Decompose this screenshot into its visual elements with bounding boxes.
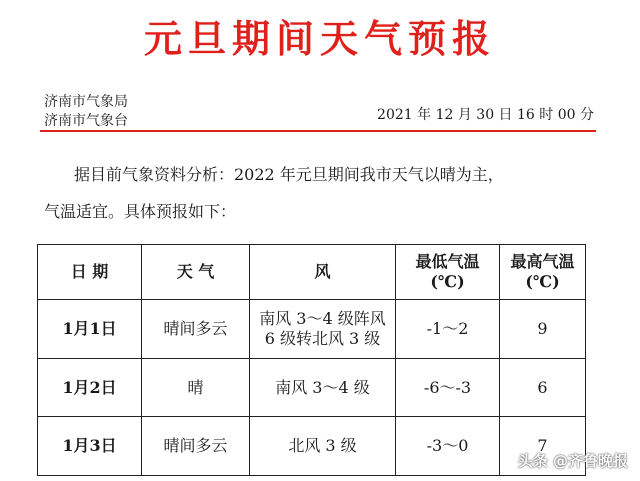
table-row — [38, 417, 586, 476]
header-min-temp — [396, 245, 500, 300]
row-weather: 晴 — [142, 359, 250, 417]
header-max-temp-unit: (℃) — [525, 272, 560, 291]
row-min-temp: -6～-3 — [396, 359, 500, 417]
row-wind: 北风 3 级 — [250, 417, 396, 476]
header-divider — [40, 130, 596, 132]
row-max-temp: 7 — [500, 417, 586, 476]
header-max-temp — [500, 245, 586, 300]
table-header-row — [38, 245, 586, 300]
issuer-bureau: 济南市气象局 — [44, 94, 128, 110]
row-weather: 晴间多云 — [142, 300, 250, 359]
header-min-temp-unit: (℃) — [430, 272, 465, 291]
row-date: 1月1日 — [38, 300, 142, 359]
issuer-observatory: 济南市气象台 — [44, 113, 128, 129]
page-title: 元旦期间天气预报 — [143, 17, 496, 61]
row-wind-line1: 南风 3～4 级阵风 — [259, 309, 386, 328]
row-max-temp: 6 — [500, 359, 586, 417]
row-min-temp: -1～2 — [396, 300, 500, 359]
table-row — [38, 300, 586, 359]
issue-datetime: 2021 年 12 月 30 日 16 时 00 分 — [377, 107, 594, 123]
row-date: 1月2日 — [38, 359, 142, 417]
header-wind: 风 — [250, 245, 396, 300]
row-wind — [250, 300, 396, 359]
source-watermark: 头条 @齐鲁晚报 — [517, 452, 628, 470]
row-date: 1月3日 — [38, 417, 142, 476]
header-date: 日 期 — [38, 245, 142, 300]
table-row — [38, 359, 586, 417]
header-max-temp-label: 最高气温 — [510, 252, 575, 271]
forecast-table — [37, 244, 586, 476]
row-wind: 南风 3～4 级 — [250, 359, 396, 417]
row-weather: 晴间多云 — [142, 417, 250, 476]
header-weather: 天 气 — [142, 245, 250, 300]
row-max-temp: 9 — [500, 300, 586, 359]
header-min-temp-label: 最低气温 — [415, 252, 480, 271]
row-wind-line2: 6 级转北风 3 级 — [264, 329, 381, 348]
intro-paragraph-line2: 气温适宜。具体预报如下： — [44, 202, 237, 221]
row-min-temp: -3～0 — [396, 417, 500, 476]
intro-paragraph-line1: 据目前气象资料分析：2022 年元旦期间我市天气以晴为主， — [74, 165, 504, 184]
